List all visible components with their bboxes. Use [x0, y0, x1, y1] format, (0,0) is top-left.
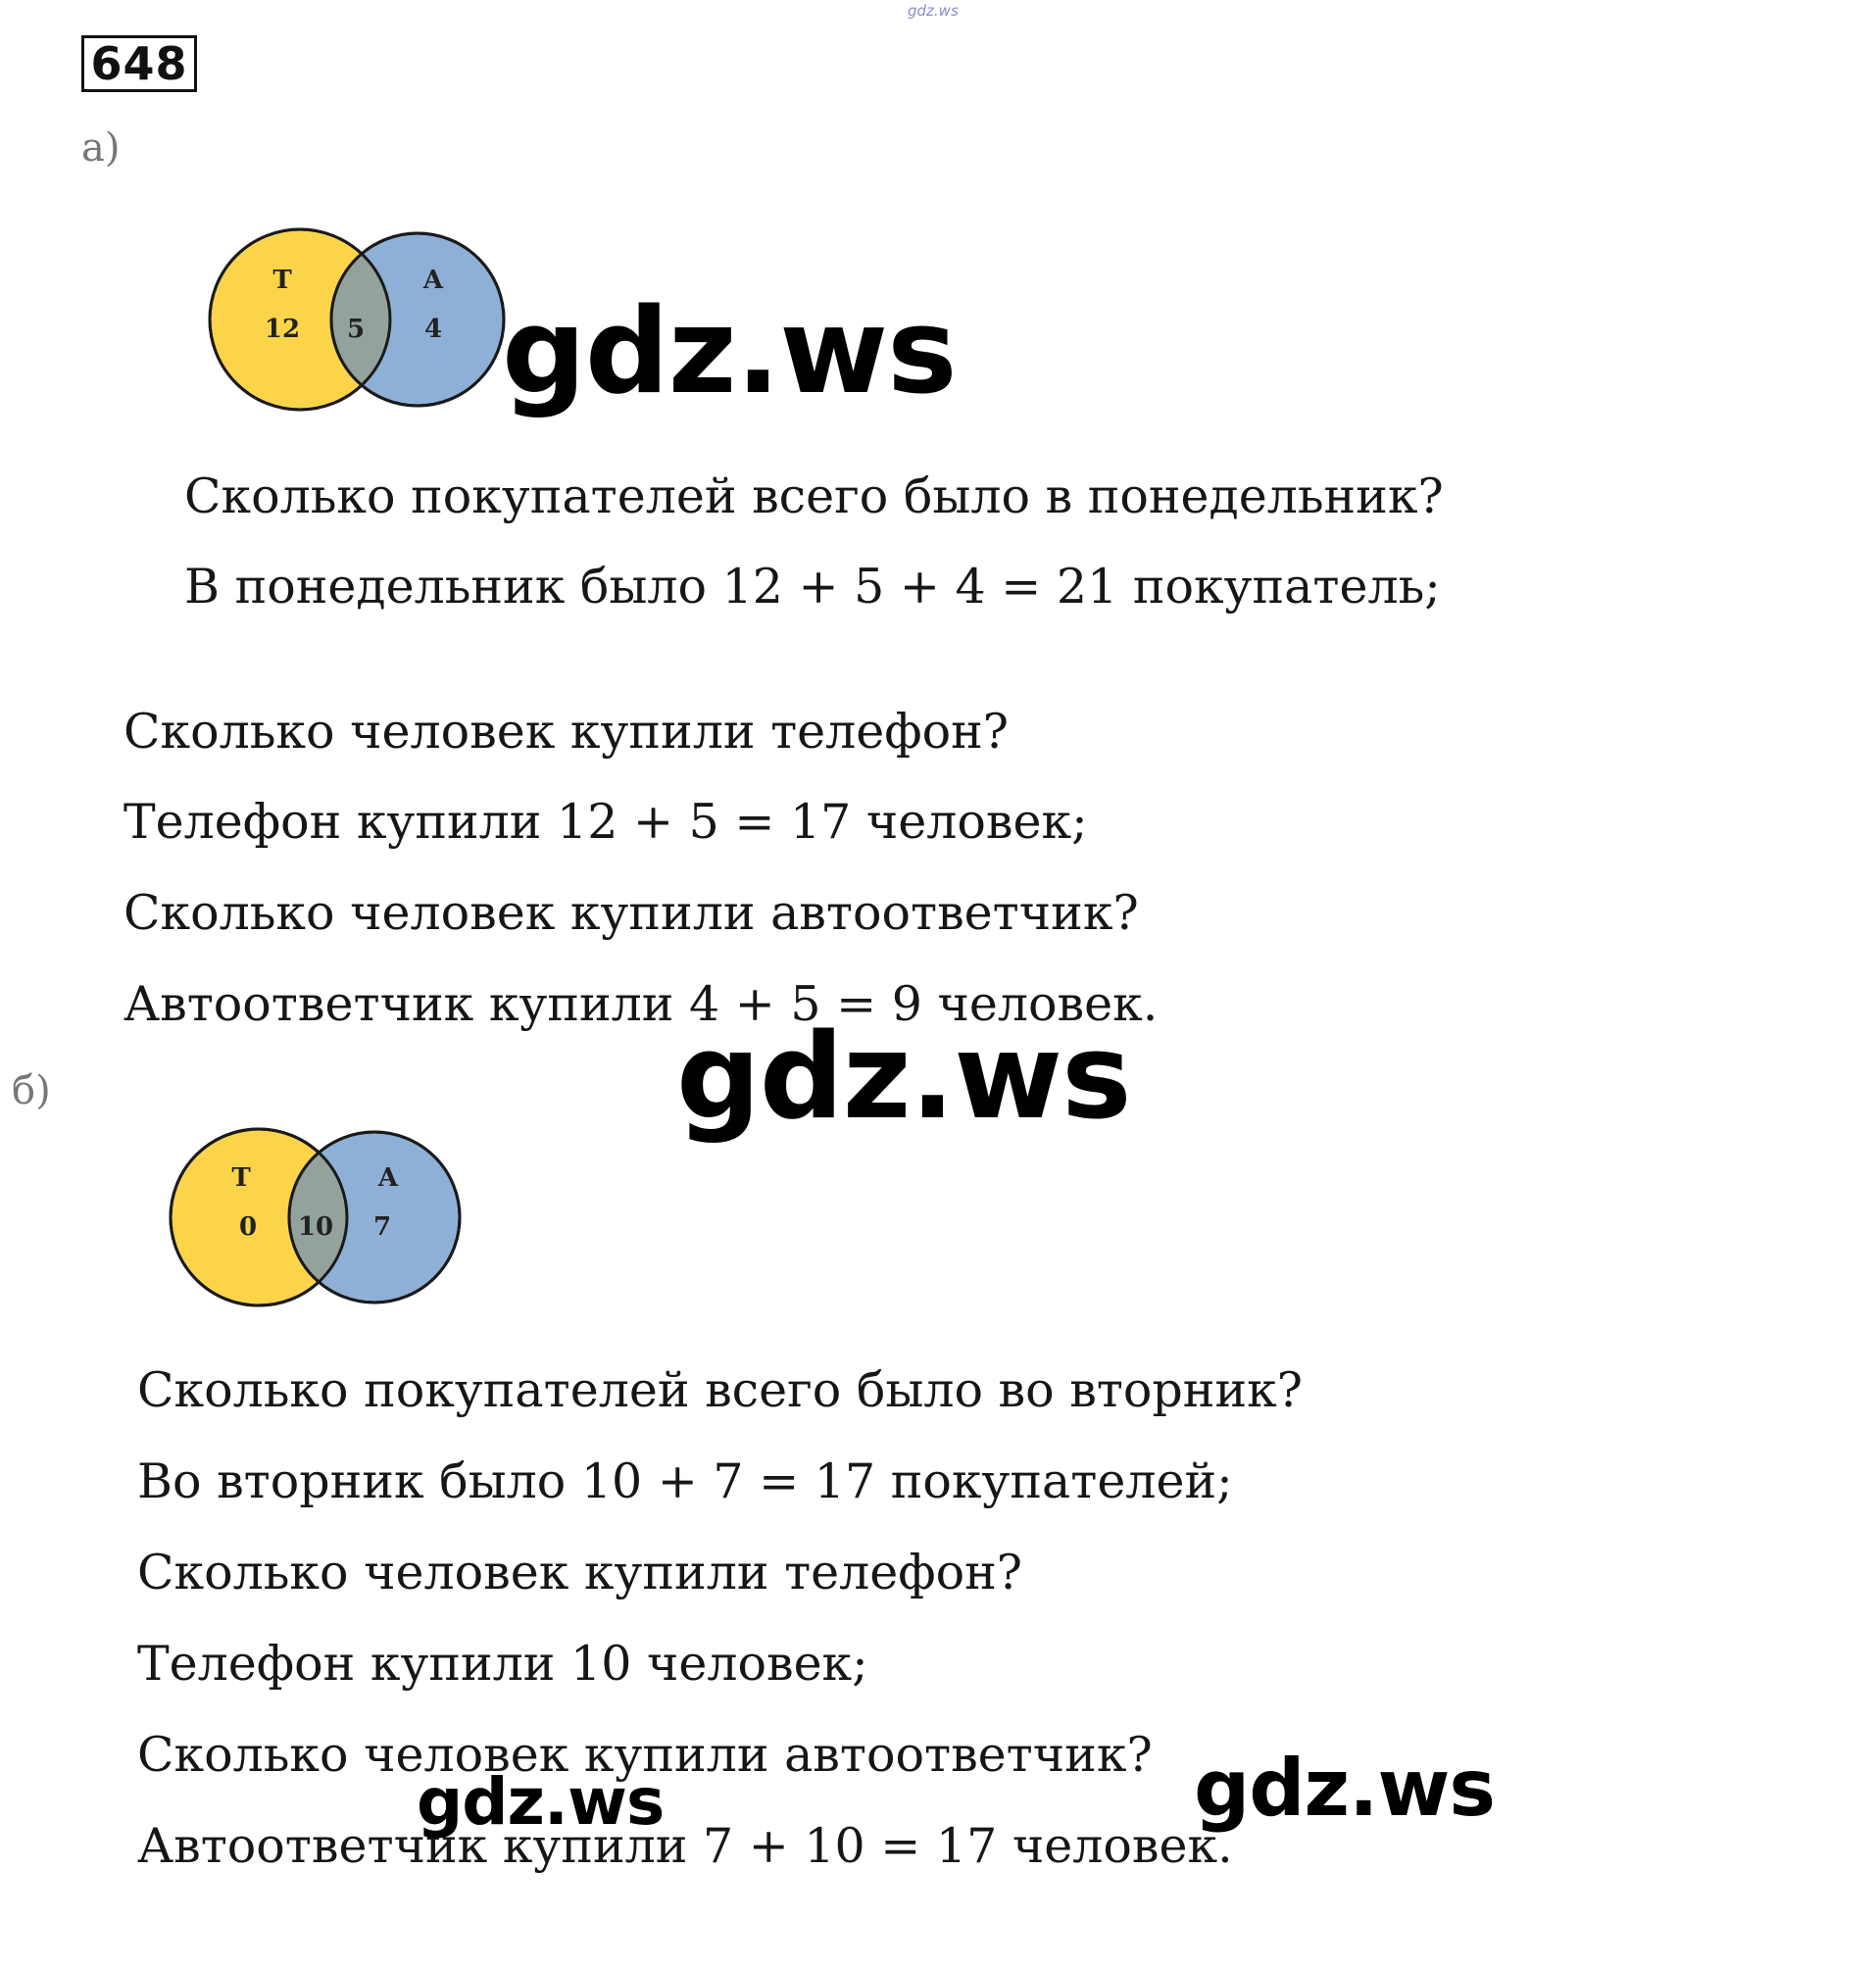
watermark-2: gdz.ws	[676, 1009, 1131, 1146]
watermark-3: gdz.ws	[417, 1764, 665, 1840]
part-b-line-6: Автоответчик купили 7 + 10 = 17 человек.	[137, 1818, 1233, 1874]
watermark-4: gdz.ws	[1194, 1743, 1496, 1834]
part-b-line-5: Сколько человек купили автоответчик?	[137, 1727, 1153, 1783]
part-b-label: б)	[12, 1068, 51, 1113]
venn-a-left-label: Т	[272, 266, 292, 295]
venn-a-left-value: 12	[264, 315, 301, 344]
part-a-line-4: Телефон купили 12 + 5 = 17 человек;	[123, 794, 1088, 850]
venn-b-center-value: 10	[297, 1212, 334, 1242]
part-b-line-1: Сколько покупателей всего было во вторник?	[137, 1362, 1303, 1418]
part-a-label: а)	[81, 125, 121, 171]
venn-diagram-a	[206, 227, 508, 412]
venn-a-center-value: 5	[346, 315, 366, 344]
part-a-line-2: В понедельник было 12 + 5 + 4 = 21 покупатель;	[184, 559, 1441, 615]
venn-a-right-value: 4	[423, 315, 443, 344]
part-b-line-4: Телефон купили 10 человек;	[137, 1636, 868, 1692]
venn-b-right-value: 7	[372, 1212, 392, 1242]
part-a-line-3: Сколько человек купили телефон?	[123, 704, 1010, 760]
part-b-line-2: Во вторник было 10 + 7 = 17 покупателей;	[137, 1453, 1233, 1509]
problem-number: 648	[81, 35, 197, 92]
watermark-1: gdz.ws	[502, 284, 957, 420]
venn-b-left-label: Т	[231, 1163, 251, 1193]
venn-b-right-label: А	[377, 1163, 399, 1193]
part-a-line-6: Автоответчик купили 4 + 5 = 9 человек.	[123, 976, 1159, 1032]
venn-a-right-label: А	[422, 266, 444, 295]
venn-b-left-value: 0	[238, 1212, 258, 1242]
part-b-line-3: Сколько человек купили телефон?	[137, 1545, 1023, 1600]
part-a-line-1: Сколько покупателей всего было в понедельник?	[184, 468, 1444, 524]
part-a-line-5: Сколько человек купили автоответчик?	[123, 885, 1139, 941]
site-tag: gdz.ws	[908, 2, 959, 20]
venn-diagram-b	[165, 1127, 463, 1307]
